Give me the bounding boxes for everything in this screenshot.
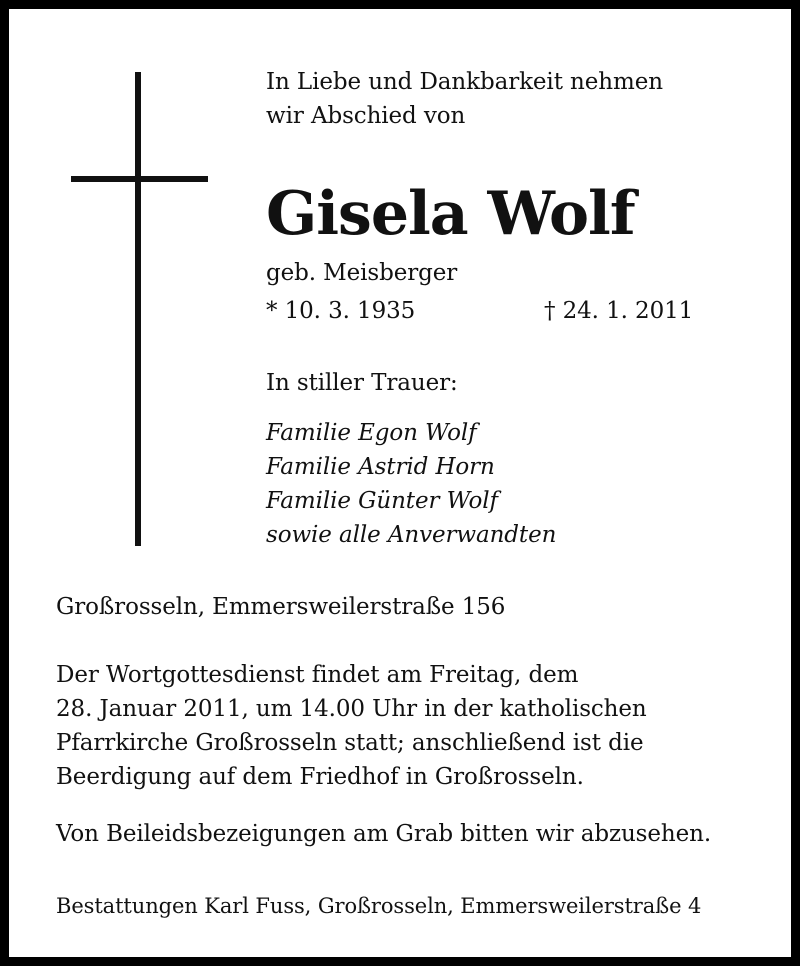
death-date: † 24. 1. 2011: [544, 298, 694, 324]
family-address: Großrosseln, Emmersweilerstraße 156: [56, 594, 506, 620]
mourner-entry: sowie alle Anverwandten: [266, 522, 557, 548]
service-line: 28. Januar 2011, um 14.00 Uhr in der katholischen: [56, 696, 647, 722]
undertaker-info: Bestattungen Karl Fuss, Großrosseln, Emmersweilerstraße 4: [56, 894, 702, 918]
deceased-name: Gisela Wolf: [266, 179, 635, 249]
intro-line: In Liebe und Dankbarkeit nehmen: [266, 69, 663, 95]
mourning-heading: In stiller Trauer:: [266, 370, 458, 396]
service-line: Der Wortgottesdienst findet am Freitag, dem: [56, 662, 579, 688]
intro-text: [266, 65, 663, 133]
cross-icon-horizontal-bar: [71, 176, 208, 182]
cross-icon-vertical-bar: [135, 72, 141, 546]
mourner-entry: Familie Günter Wolf: [266, 488, 498, 514]
condolences-note: Von Beileidsbezeigungen am Grab bitten wir abzusehen.: [56, 821, 712, 847]
maiden-name: geb. Meisberger: [266, 260, 458, 286]
mourners-list: [266, 416, 556, 552]
birth-date: * 10. 3. 1935: [266, 298, 416, 324]
service-line: Beerdigung auf dem Friedhof in Großrosseln.: [56, 764, 584, 790]
mourner-entry: Familie Egon Wolf: [266, 420, 477, 446]
intro-line: wir Abschied von: [266, 103, 466, 129]
service-line: Pfarrkirche Großrosseln statt; anschließend ist die: [56, 730, 644, 756]
service-notice: [56, 658, 647, 794]
mourner-entry: Familie Astrid Horn: [266, 454, 495, 480]
